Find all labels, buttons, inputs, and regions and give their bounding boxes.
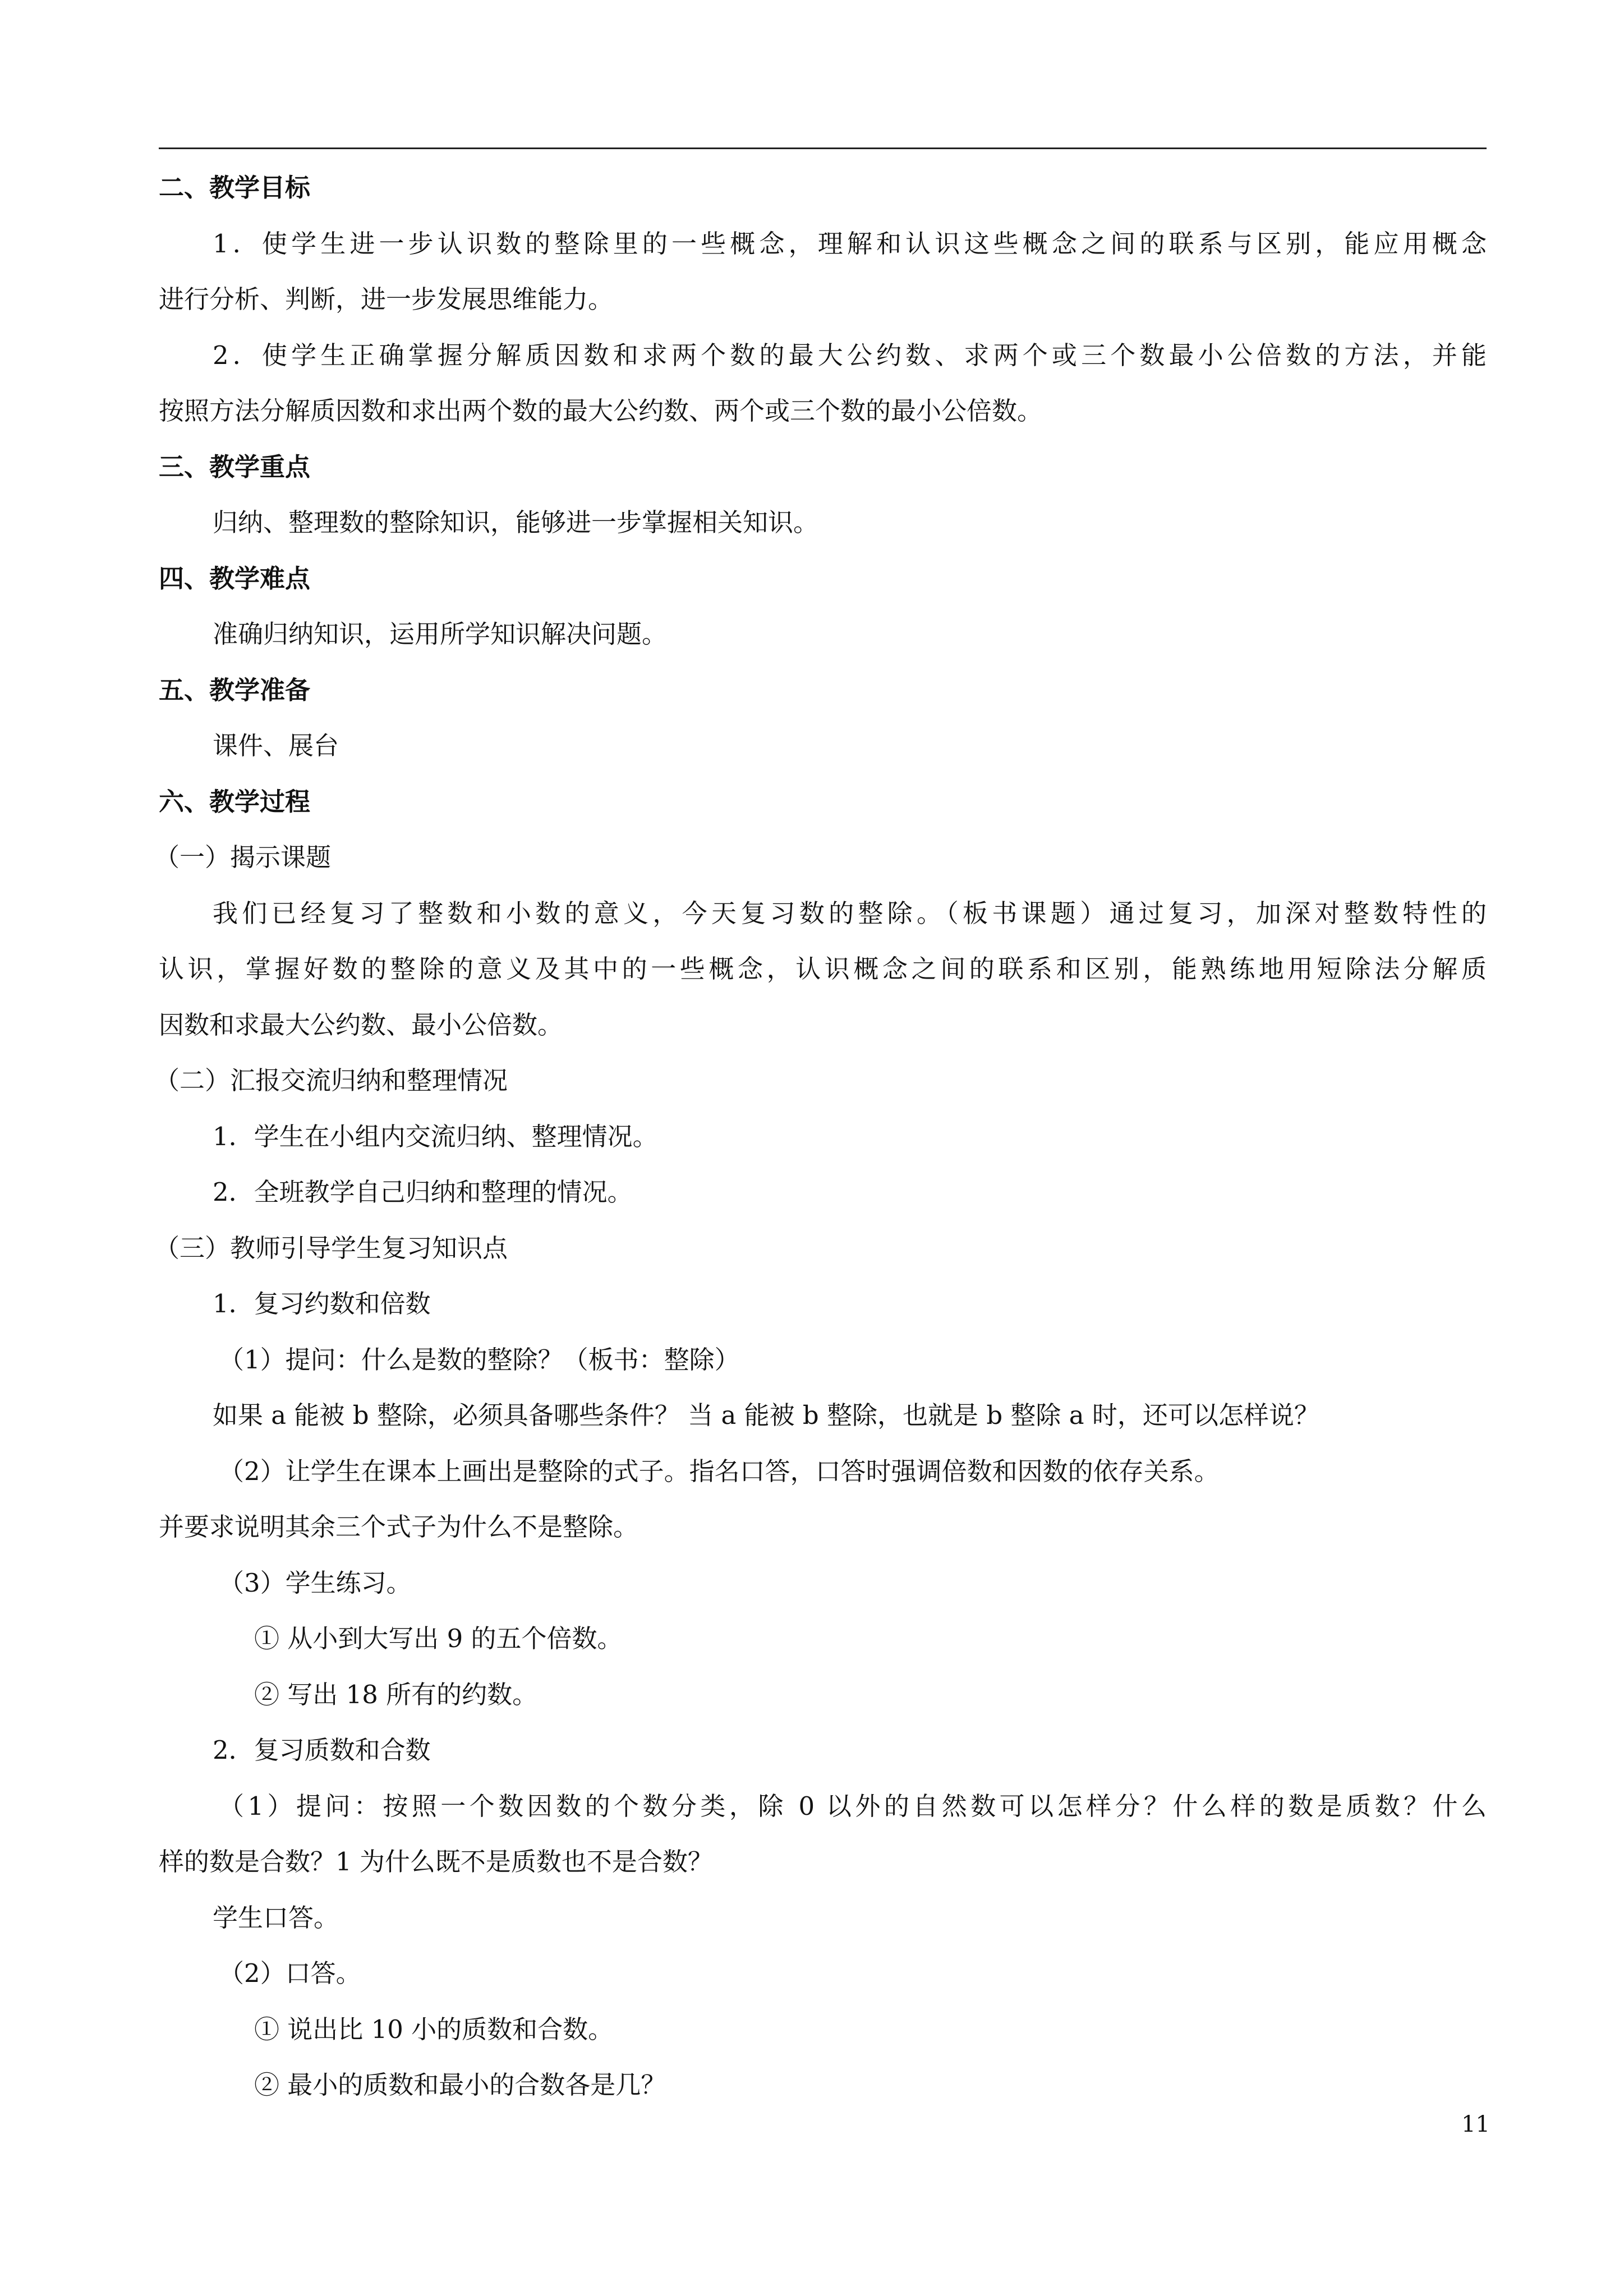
text-line: 1．使学生进一步认识数的整除里的一些概念，理解和认识这些概念之间的联系与区别，能应用概念 xyxy=(213,228,1487,259)
text-line: 进行分析、判断，进一步发展思维能力。 xyxy=(159,284,614,314)
text-line: 2．全班教学自己归纳和整理的情况。 xyxy=(213,1177,633,1207)
text-line: 并要求说明其余三个式子为什么不是整除。 xyxy=(159,1512,639,1542)
text-line: （三）教师引导学生复习知识点 xyxy=(154,1233,508,1263)
text-line: （二）汇报交流归纳和整理情况 xyxy=(154,1066,508,1095)
document-body xyxy=(154,160,1487,2113)
text-line: （一）揭示课题 xyxy=(154,842,332,872)
text-line: ① 说出比 10 小的质数和合数。 xyxy=(254,2014,614,2044)
text-line: 1．复习约数和倍数 xyxy=(213,1289,431,1318)
text-line: 按照方法分解质因数和求出两个数的最大公约数、两个或三个数的最小公倍数。 xyxy=(159,396,1043,426)
text-line: 归纳、整理数的整除知识，能够进一步掌握相关知识。 xyxy=(213,508,819,537)
text-line: 如果 a 能被 b 整除，必须具备哪些条件？ 当 a 能被 b 整除，也就是 b 整除 a 时，还可以怎样说？ xyxy=(213,1400,1319,1430)
text-line: 学生口答。 xyxy=(213,1902,339,1933)
text-line: （3）学生练习。 xyxy=(219,1567,412,1598)
text-line: ② 写出 18 所有的约数。 xyxy=(254,1679,538,1709)
text-line: （1）提问：按照一个数因数的个数分类，除 0 以外的自然数可以怎样分？什么样的数是质数？什么 xyxy=(219,1791,1487,1821)
text-line: （1）提问：什么是数的整除？（板书：整除） xyxy=(219,1344,740,1375)
section-heading: 二、教学目标 xyxy=(159,173,311,202)
text-line: 样的数是合数？1 为什么既不是质数也不是合数？ xyxy=(159,1847,713,1877)
text-line: （2）让学生在课本上画出是整除的式子。指名口答，口答时强调倍数和因数的依存关系。 xyxy=(219,1456,1220,1486)
text-line: （2）口答。 xyxy=(219,1958,361,1988)
text-line: ② 最小的质数和最小的合数各是几？ xyxy=(254,2070,666,2100)
text-line: 课件、展台 xyxy=(213,731,339,760)
text-line: ① 从小到大写出 9 的五个倍数。 xyxy=(254,1624,623,1653)
page-number: 11 xyxy=(1461,2111,1490,2137)
text-line: 认识，掌握好数的整除的意义及其中的一些概念，认识概念之间的联系和区别，能熟练地用短除法分解质 xyxy=(159,954,1487,984)
text-line: 2．复习质数和合数 xyxy=(213,1735,431,1765)
text-line: 因数和求最大公约数、最小公倍数。 xyxy=(159,1009,563,1040)
section-heading: 三、教学重点 xyxy=(159,451,311,482)
text-line: 准确归纳知识，运用所学知识解决问题。 xyxy=(213,619,668,649)
section-heading: 五、教学准备 xyxy=(159,675,311,705)
header-rule xyxy=(159,147,1487,149)
text-line: 我们已经复习了整数和小数的意义，今天复习数的整除。（板书课题）通过复习，加深对整数特性的 xyxy=(213,898,1487,928)
text-line: 2．使学生正确掌握分解质因数和求两个数的最大公约数、求两个或三个数最小公倍数的方法，并能 xyxy=(213,340,1487,370)
text-line: 1．学生在小组内交流归纳、整理情况。 xyxy=(213,1121,658,1151)
section-heading: 六、教学过程 xyxy=(159,786,311,817)
section-heading: 四、教学难点 xyxy=(159,563,311,593)
